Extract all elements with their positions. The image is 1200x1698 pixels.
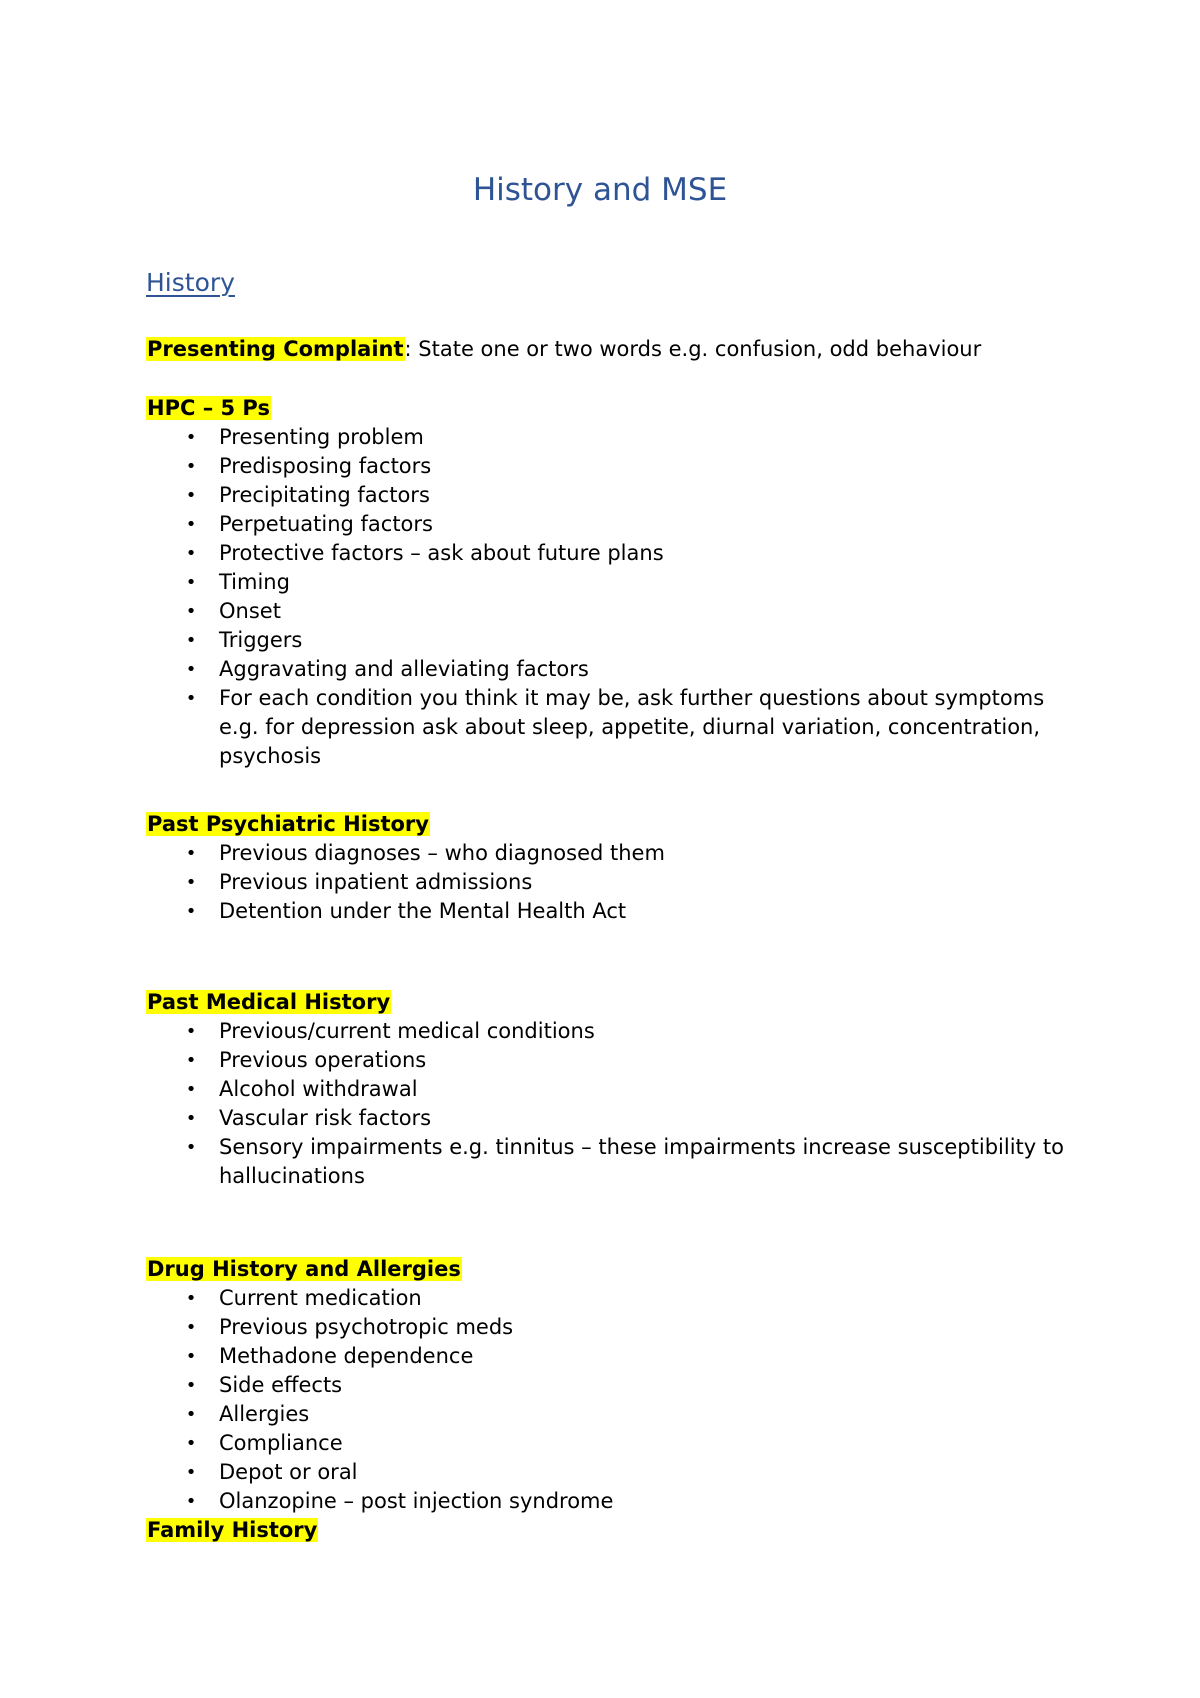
list-item-text: Vascular risk factors <box>219 1106 432 1130</box>
list-item-text: Detention under the Mental Health Act <box>219 899 627 923</box>
list-item-text: Protective factors – ask about future plans <box>219 541 664 565</box>
bullet-icon: • <box>185 1050 197 1071</box>
list-item <box>146 1313 1076 1342</box>
bullet-icon: • <box>185 427 197 448</box>
list-item <box>146 452 1076 481</box>
past-psychiatric-history-list <box>146 839 1076 926</box>
list-item-text: Sensory impairments e.g. tinnitus – these impairments increase susceptibility to hallucinations <box>219 1135 1064 1188</box>
list-item <box>146 1046 1076 1075</box>
bullet-icon: • <box>185 1079 197 1100</box>
list-item-text: Triggers <box>219 628 303 652</box>
list-item-text: Perpetuating factors <box>219 512 433 536</box>
list-item-text: Compliance <box>219 1431 343 1455</box>
bullet-icon: • <box>185 1433 197 1454</box>
drug-history-heading: Drug History and Allergies <box>147 1257 461 1281</box>
presenting-complaint-text: : State one or two words e.g. confusion, odd behaviour <box>404 337 982 361</box>
list-item <box>146 897 1076 926</box>
list-item <box>146 1017 1076 1046</box>
list-item <box>146 1487 1076 1516</box>
list-item <box>146 684 1076 771</box>
drug-history-section <box>146 1255 1076 1545</box>
bullet-icon: • <box>185 514 197 535</box>
list-item <box>146 597 1076 626</box>
bullet-icon: • <box>185 1137 197 1158</box>
bullet-icon: • <box>185 456 197 477</box>
list-item <box>146 1284 1076 1313</box>
list-item <box>146 655 1076 684</box>
bullet-icon: • <box>185 1021 197 1042</box>
presenting-complaint-line <box>146 335 1076 364</box>
list-item-text: Presenting problem <box>219 425 424 449</box>
bullet-icon: • <box>185 1375 197 1396</box>
list-item <box>146 1075 1076 1104</box>
list-item-text: For each condition you think it may be, ask further questions about symptoms e.g. for depression ask about sleep, appetite, diurnal variation, concentration, psychosis <box>219 686 1045 768</box>
list-item <box>146 568 1076 597</box>
bullet-icon: • <box>185 485 197 506</box>
list-item-text: Previous inpatient admissions <box>219 870 533 894</box>
list-item-text: Side effects <box>219 1373 343 1397</box>
list-item-text: Previous psychotropic meds <box>219 1315 514 1339</box>
bullet-icon: • <box>185 543 197 564</box>
list-item-text: Timing <box>219 570 290 594</box>
past-medical-history-list <box>146 1017 1076 1191</box>
list-item-text: Olanzopine – post injection syndrome <box>219 1489 614 1513</box>
list-item <box>146 1458 1076 1487</box>
list-item <box>146 1133 1076 1191</box>
list-item-text: Onset <box>219 599 281 623</box>
presenting-complaint-label: Presenting Complaint <box>147 337 404 361</box>
drug-history-list <box>146 1284 1076 1516</box>
bullet-icon: • <box>185 572 197 593</box>
family-history-heading: Family History <box>147 1518 318 1542</box>
bullet-icon: • <box>185 1317 197 1338</box>
list-item-text: Current medication <box>219 1286 422 1310</box>
hpc-section <box>146 394 1076 771</box>
bullet-icon: • <box>185 659 197 680</box>
bullet-icon: • <box>185 688 197 709</box>
list-item <box>146 1429 1076 1458</box>
bullet-icon: • <box>185 1491 197 1512</box>
past-psychiatric-history-heading: Past Psychiatric History <box>147 812 429 836</box>
list-item <box>146 510 1076 539</box>
list-item-text: Previous diagnoses – who diagnosed them <box>219 841 665 865</box>
hpc-list <box>146 423 1076 771</box>
list-item-text: Depot or oral <box>219 1460 358 1484</box>
list-item <box>146 423 1076 452</box>
list-item-text: Previous operations <box>219 1048 427 1072</box>
list-item-text: Predisposing factors <box>219 454 432 478</box>
bullet-icon: • <box>185 1462 197 1483</box>
list-item-text: Aggravating and alleviating factors <box>219 657 589 681</box>
bullet-icon: • <box>185 1346 197 1367</box>
list-item <box>146 1104 1076 1133</box>
list-item <box>146 626 1076 655</box>
hpc-heading: HPC – 5 Ps <box>147 396 270 420</box>
list-item <box>146 539 1076 568</box>
document-title: History and MSE <box>472 172 728 208</box>
list-item <box>146 839 1076 868</box>
section-heading-history: History <box>146 268 235 297</box>
bullet-icon: • <box>185 843 197 864</box>
bullet-icon: • <box>185 1108 197 1129</box>
list-item <box>146 868 1076 897</box>
bullet-icon: • <box>185 630 197 651</box>
list-item-text: Methadone dependence <box>219 1344 474 1368</box>
past-medical-history-section <box>146 988 1076 1191</box>
list-item-text: Allergies <box>219 1402 310 1426</box>
bullet-icon: • <box>185 1288 197 1309</box>
list-item-text: Precipitating factors <box>219 483 430 507</box>
list-item <box>146 1342 1076 1371</box>
bullet-icon: • <box>185 872 197 893</box>
bullet-icon: • <box>185 901 197 922</box>
bullet-icon: • <box>185 1404 197 1425</box>
list-item-text: Alcohol withdrawal <box>219 1077 418 1101</box>
list-item <box>146 481 1076 510</box>
past-psychiatric-history-section <box>146 810 1076 926</box>
list-item <box>146 1371 1076 1400</box>
list-item-text: Previous/current medical conditions <box>219 1019 595 1043</box>
list-item <box>146 1400 1076 1429</box>
past-medical-history-heading: Past Medical History <box>147 990 391 1014</box>
bullet-icon: • <box>185 601 197 622</box>
